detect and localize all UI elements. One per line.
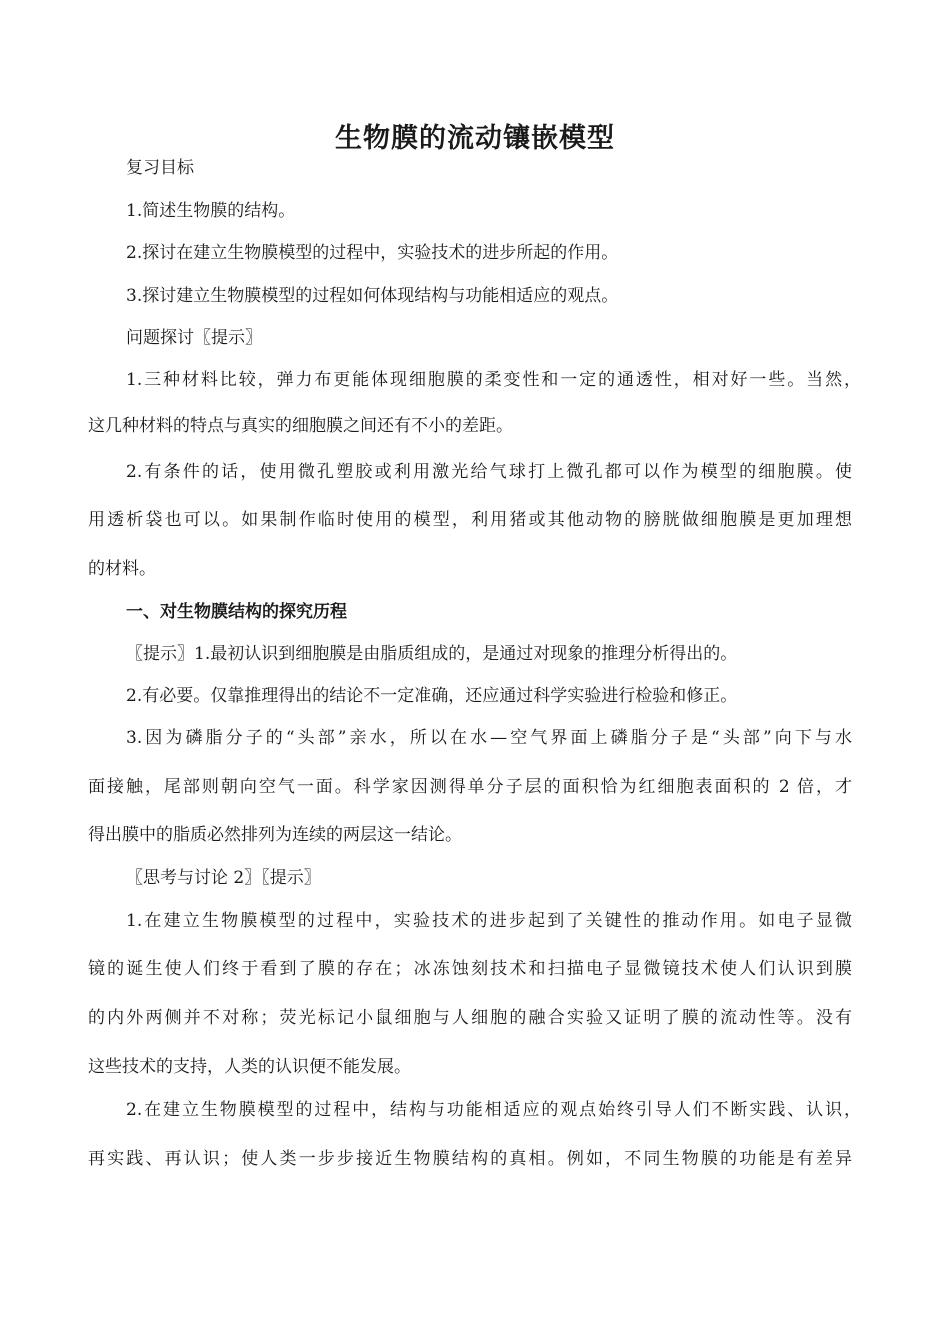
page-title: 生物膜的流动镶嵌模型 [335,123,615,154]
objective-3: 3.探讨建立生物膜模型的过程如何体现结构与功能相适应的观点。 [126,286,619,306]
section-heading: 一、对生物膜结构的探究历程 [126,602,347,622]
hint-3-line1: 3.因为磷脂分子的“头部”亲水，所以在水—空气界面上磷脂分子是“头部”向下与水 [126,728,852,748]
discussion-para1-line1: 1.在建立生物膜模型的过程中，实验技术的进步起到了关键性的推动作用。如电子显微 [126,911,852,931]
objective-2: 2.探讨在建立生物膜模型的过程中，实验技术的进步所起的作用。 [126,243,619,263]
hint-2: 2.有必要。仅靠推理得出的结论不一定准确，还应通过科学实验进行检验和修正。 [126,686,738,706]
problem-para1-line1: 1.三种材料比较，弹力布更能体现细胞膜的柔变性和一定的通透性，相对好一些。当然， [126,370,861,390]
problem-para1-line2: 这几种材料的特点与真实的细胞膜之间还有不小的差距。 [88,416,513,436]
discussion-para1-line2: 镜的诞生使人们终于看到了膜的存在；冰冻蚀刻技术和扫描电子显微镜技术使人们认识到膜 [88,959,852,979]
objective-1: 1.简述生物膜的结构。 [126,201,296,221]
hint-3-line2: 面接触，尾部则朝向空气一面。科学家因测得单分子层的面积恰为红细胞表面积的 2 倍，才 [88,777,852,797]
problem-para2-line3: 的材料。 [88,559,156,579]
review-objectives-label: 复习目标 [126,158,194,178]
discussion-para1-line3: 的内外两侧并不对称；荧光标记小鼠细胞与人细胞的融合实验又证明了膜的流动性等。没有 [88,1008,852,1028]
problem-discussion-label: 问题探讨〖提示〗 [126,328,262,348]
problem-para2-line2: 用透析袋也可以。如果制作临时使用的模型，利用猪或其他动物的膀胱做细胞膜是更加理想 [88,510,852,530]
discussion-para2-line1: 2.在建立生物膜模型的过程中，结构与功能相适应的观点始终引导人们不断实践、认识， [126,1100,861,1120]
discussion-label: 〖思考与讨论 2〗〖提示〗 [126,868,321,888]
discussion-para1-line4: 这些技术的支持，人类的认识便不能发展。 [88,1057,411,1077]
discussion-para2-line2: 再实践、再认识；使人类一步步接近生物膜结构的真相。例如，不同生物膜的功能是有差异 [88,1149,852,1169]
hint-1: 〖提示〗1.最初认识到细胞膜是由脂质组成的，是通过对现象的推理分析得出的。 [126,644,738,664]
problem-para2-line1: 2.有条件的话，使用微孔塑胶或利用激光给气球打上微孔都可以作为模型的细胞膜。使 [126,462,852,482]
hint-3-line3: 得出膜中的脂质必然排列为连续的两层这一结论。 [88,825,462,845]
